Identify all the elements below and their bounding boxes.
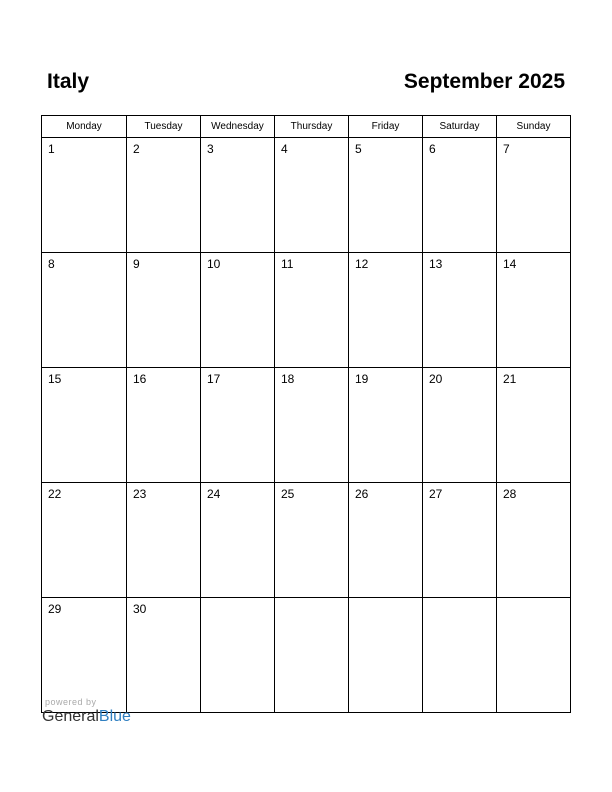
- day-cell: 24: [201, 483, 275, 598]
- country-title: Italy: [47, 70, 90, 93]
- day-cell: 28: [497, 483, 571, 598]
- weekday-saturday: Saturday: [423, 116, 497, 138]
- powered-by-text: powered by: [45, 697, 97, 707]
- week-row: [42, 598, 571, 713]
- day-cell: 27: [423, 483, 497, 598]
- day-cell: 13: [423, 253, 497, 368]
- day-cell: 15: [42, 368, 127, 483]
- week-row: [42, 483, 571, 598]
- brand-blue-text: Blue: [98, 708, 131, 725]
- weekday-friday: Friday: [349, 116, 423, 138]
- weekday-wednesday: Wednesday: [201, 116, 275, 138]
- day-cell: 17: [201, 368, 275, 483]
- day-cell: 6: [423, 138, 497, 253]
- weekday-thursday: Thursday: [275, 116, 349, 138]
- day-cell: 21: [497, 368, 571, 483]
- day-cell: 29: [42, 598, 127, 713]
- day-cell: 9: [127, 253, 201, 368]
- week-row: [42, 253, 571, 368]
- day-cell: 22: [42, 483, 127, 598]
- day-cell: 3: [201, 138, 275, 253]
- day-cell: 7: [497, 138, 571, 253]
- day-cell: 19: [349, 368, 423, 483]
- week-row: [42, 138, 571, 253]
- day-cell: 11: [275, 253, 349, 368]
- day-cell: 16: [127, 368, 201, 483]
- day-cell: 1: [42, 138, 127, 253]
- brand-general-text: General: [42, 708, 99, 725]
- day-cell: 23: [127, 483, 201, 598]
- calendar-grid: [41, 115, 571, 713]
- day-cell: [275, 598, 349, 713]
- day-cell: [423, 598, 497, 713]
- day-cell: [349, 598, 423, 713]
- day-cell: [201, 598, 275, 713]
- day-cell: 30: [127, 598, 201, 713]
- day-cell: 18: [275, 368, 349, 483]
- day-cell: 10: [201, 253, 275, 368]
- week-row: [42, 368, 571, 483]
- weekday-monday: Monday: [42, 116, 127, 138]
- day-cell: [497, 598, 571, 713]
- day-cell: 25: [275, 483, 349, 598]
- weekday-tuesday: Tuesday: [127, 116, 201, 138]
- day-cell: 2: [127, 138, 201, 253]
- day-cell: 20: [423, 368, 497, 483]
- day-cell: 26: [349, 483, 423, 598]
- day-cell: 8: [42, 253, 127, 368]
- brand-logo[interactable]: [42, 708, 131, 726]
- day-cell: 12: [349, 253, 423, 368]
- weekday-sunday: Sunday: [497, 116, 571, 138]
- weekday-header-row: [42, 116, 571, 138]
- month-year-title: September 2025: [403, 70, 565, 93]
- day-cell: 5: [349, 138, 423, 253]
- day-cell: 14: [497, 253, 571, 368]
- day-cell: 4: [275, 138, 349, 253]
